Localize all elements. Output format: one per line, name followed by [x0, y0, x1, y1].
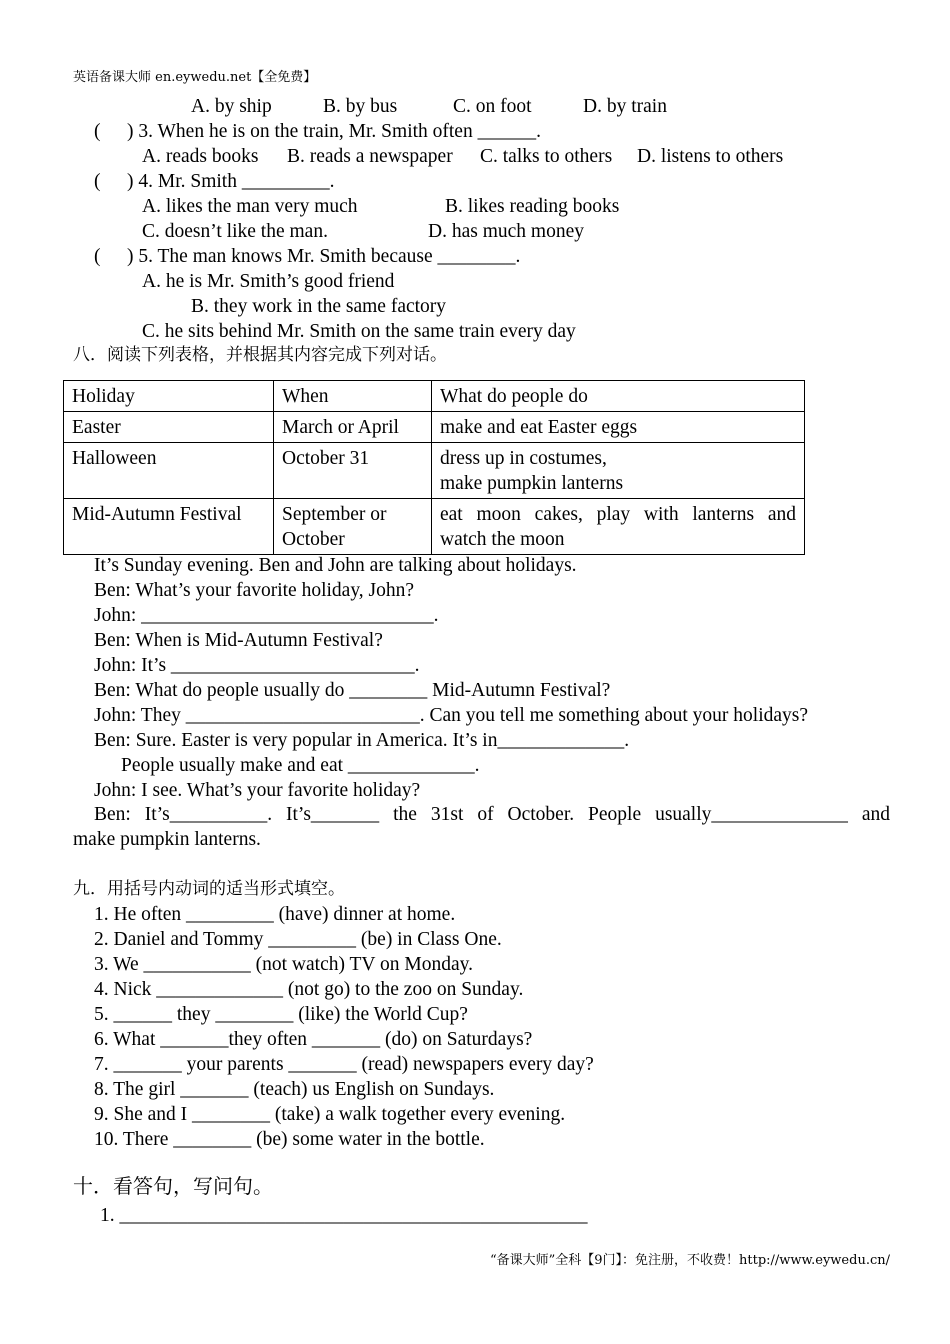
section10-title: 十．看答句，写问句。 [73, 1174, 273, 1198]
q3-option-c: C. talks to others [480, 146, 613, 167]
q4-option-b: B. likes reading books [445, 196, 620, 217]
cell-what-line: eat moon cakes, play with lanterns and [440, 504, 796, 525]
header-when: When [274, 381, 432, 412]
dialogue-line: It’s Sunday evening. Ben and John are talking about holidays. [94, 555, 577, 576]
exercise-item[interactable]: 6. What _______they often _______ (do) on Saturdays? [94, 1029, 533, 1050]
page-header: 英语备课大师 en.eywedu.net【全免费】 [73, 70, 317, 85]
dialogue-line: John: I see. What’s your favorite holiday? [94, 780, 421, 801]
exercise-item[interactable]: 1. ________________________________________________ [100, 1205, 588, 1226]
q3-option-b: B. reads a newspaper [287, 146, 453, 167]
exercise-item[interactable]: 2. Daniel and Tommy _________ (be) in Class One. [94, 929, 502, 950]
exercise-item[interactable]: 1. He often _________ (have) dinner at home. [94, 904, 456, 925]
dialogue-line[interactable]: Ben: It’s__________. It’s_______ the 31st of October. People usually______________ and [94, 804, 890, 825]
q3-option-d: D. listens to others [637, 146, 784, 167]
dialogue-line: Ben: When is Mid-Autumn Festival? [94, 630, 383, 651]
cell-holiday: Halloween [64, 443, 274, 499]
exercise-item[interactable]: 4. Nick _____________ (not go) to the zoo on Sunday. [94, 979, 524, 1000]
q5-option-b: B. they work in the same factory [191, 296, 447, 317]
cell-what-line: make and eat Easter eggs [440, 417, 638, 438]
q4-question: ) 4. Mr. Smith _________. [127, 171, 335, 192]
q2-option-d: D. by train [583, 96, 667, 117]
table-row [64, 412, 805, 443]
cell-what-line: make pumpkin lanterns [440, 473, 624, 494]
q4-option-a: A. likes the man very much [142, 196, 358, 217]
exercise-item[interactable]: 3. We ___________ (not watch) TV on Monday. [94, 954, 474, 975]
q4-option-c: C. doesn’t like the man. [142, 221, 328, 242]
cell-holiday: Mid-Autumn Festival [64, 499, 274, 555]
q2-option-c: C. on foot [453, 96, 532, 117]
exercise-item[interactable]: 5. ______ they ________ (like) the World Cup? [94, 1004, 468, 1025]
section8-title: 八．阅读下列表格，并根据其内容完成下列对话。 [73, 345, 447, 365]
cell-holiday: Easter [64, 412, 274, 443]
cell-when: September or October [274, 499, 432, 555]
cell-what [432, 443, 805, 499]
q2-option-a: A. by ship [191, 96, 272, 117]
exercise-item[interactable]: 7. _______ your parents _______ (read) newspapers every day? [94, 1054, 594, 1075]
dialogue-line[interactable]: Ben: What do people usually do ________ Mid-Autumn Festival? [94, 680, 611, 701]
table-row [64, 443, 805, 499]
section9-title: 九．用括号内动词的适当形式填空。 [73, 879, 345, 899]
q3-bracket[interactable]: ( [94, 121, 101, 142]
q5-option-c: C. he sits behind Mr. Smith on the same train every day [142, 321, 576, 342]
cell-what-line: watch the moon [440, 529, 565, 550]
q5-question: ) 5. The man knows Mr. Smith because ________. [127, 246, 521, 267]
page-footer: “备课大师”全科【9门】：免注册，不收费！http://www.eywedu.cn/ [489, 1253, 890, 1268]
cell-when: October 31 [274, 443, 432, 499]
q5-bracket[interactable]: ( [94, 246, 101, 267]
header-holiday: Holiday [64, 381, 274, 412]
cell-what [432, 499, 805, 555]
table-header-row [64, 381, 805, 412]
dialogue-line[interactable]: John: ______________________________. [94, 605, 439, 626]
dialogue-line: Ben: What’s your favorite holiday, John? [94, 580, 415, 601]
dialogue-line[interactable]: John: They ________________________. Can you tell me something about your holidays? [94, 705, 809, 726]
q2-option-b: B. by bus [323, 96, 398, 117]
q5-option-a: A. he is Mr. Smith’s good friend [142, 271, 395, 292]
cell-when: March or April [274, 412, 432, 443]
dialogue-line[interactable]: John: It’s _________________________. [94, 655, 420, 676]
header-what: What do people do [432, 381, 805, 412]
exercise-item[interactable]: 8. The girl _______ (teach) us English on Sundays. [94, 1079, 495, 1100]
q3-question: ) 3. When he is on the train, Mr. Smith often ______. [127, 121, 541, 142]
q4-bracket[interactable]: ( [94, 171, 101, 192]
exercise-item[interactable]: 10. There ________ (be) some water in the bottle. [94, 1129, 485, 1150]
q4-option-d: D. has much money [428, 221, 584, 242]
dialogue-line[interactable]: People usually make and eat _____________. [121, 755, 480, 776]
q3-option-a: A. reads books [142, 146, 259, 167]
holiday-table [63, 380, 805, 555]
dialogue-line[interactable]: Ben: Sure. Easter is very popular in America. It’s in_____________. [94, 730, 630, 751]
cell-what [432, 412, 805, 443]
cell-what-line: dress up in costumes, [440, 448, 607, 469]
table-row [64, 499, 805, 555]
dialogue-line: make pumpkin lanterns. [73, 829, 261, 850]
exercise-item[interactable]: 9. She and I ________ (take) a walk together every evening. [94, 1104, 566, 1125]
